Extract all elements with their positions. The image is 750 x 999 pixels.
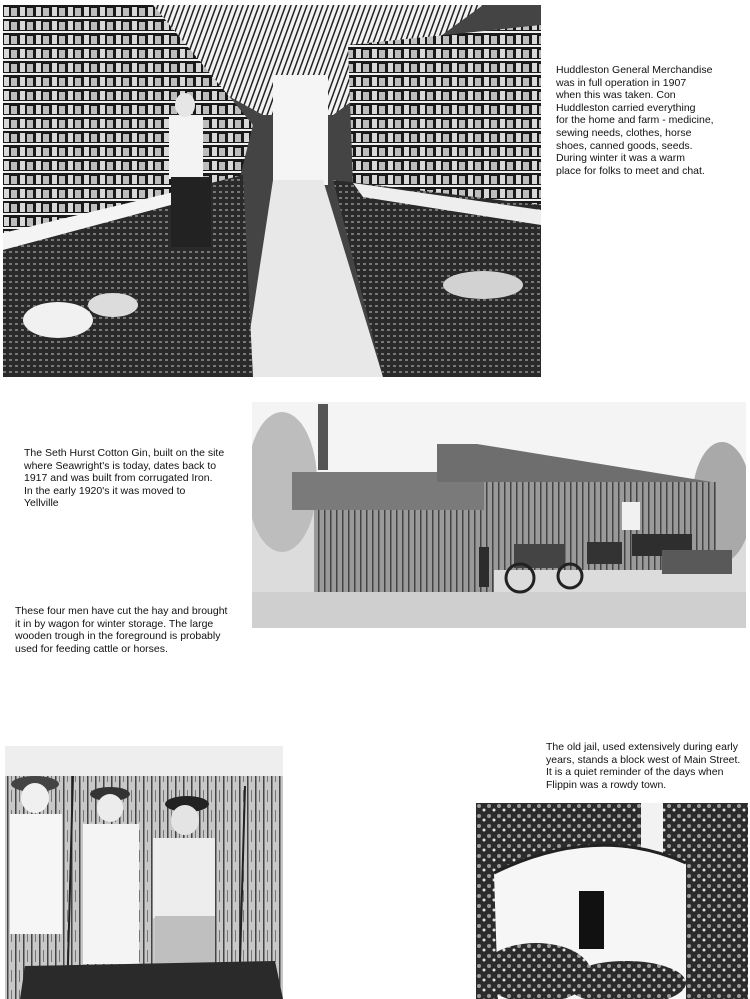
hay-caption: These four men have cut the hay and brought it in by wagon for winter storage. The large wooden trough in the foreground is probably used for feeding cattle or horses. bbox=[15, 605, 228, 655]
old-jail-photo bbox=[476, 803, 748, 999]
cotton-gin-photo bbox=[252, 402, 746, 628]
general-store-photo bbox=[3, 5, 541, 377]
store-caption: Huddleston General Merchandise was in full operation in 1907 when this was taken. Con Huddleston carried everything for the home and farm - medicine, sewing needs, clothes, horse shoes, canned goods, seeds. During winter it was a warm place for folks to meet and chat. bbox=[556, 64, 714, 177]
cotton-gin-caption: The Seth Hurst Cotton Gin, built on the site where Seawright's is today, dates back to 1917 and was built from corrugated Iron. In the early 1920's it was moved to Yellville bbox=[24, 447, 225, 510]
jail-caption: The old jail, used extensively during early years, stands a block west of Main Street. It is a quiet reminder of the days when Flippin was a rowdy town. bbox=[546, 741, 741, 791]
hay-men-photo bbox=[5, 746, 283, 999]
